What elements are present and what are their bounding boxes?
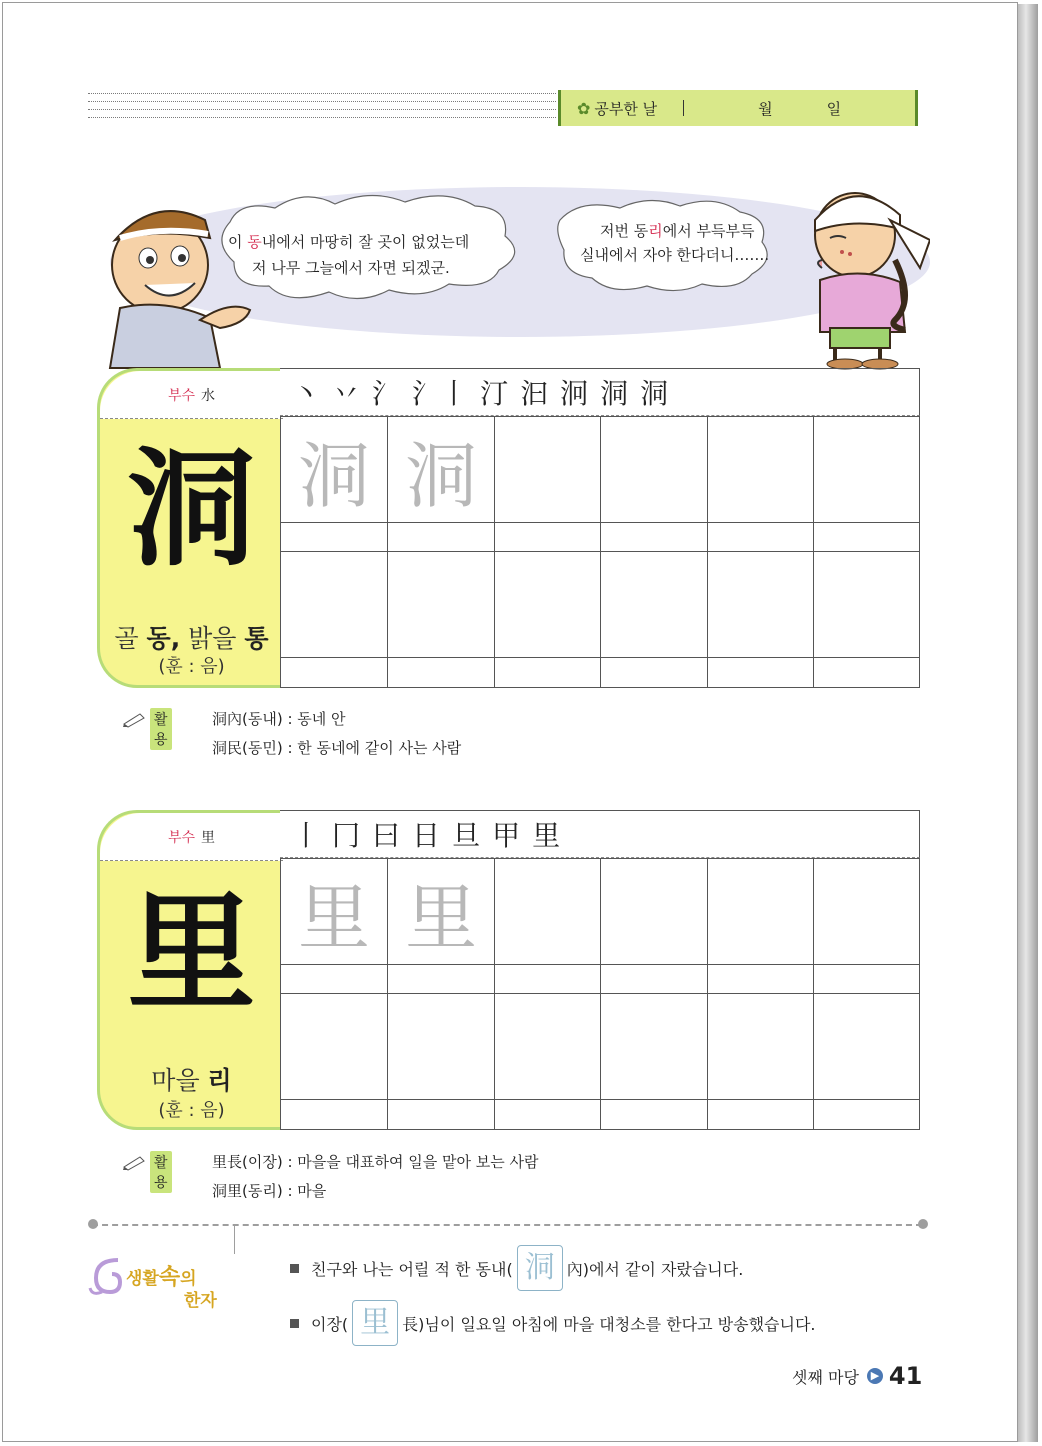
stroke-step: 洞: [640, 377, 669, 410]
svg-text:저번 동리에서 부득부득: [600, 222, 755, 240]
pencil-icon: [122, 710, 148, 728]
square-bullet-icon: [290, 1319, 299, 1328]
stroke-step: 氵丨: [412, 377, 469, 410]
trace-cell[interactable]: 洞: [281, 417, 388, 523]
trace-cell[interactable]: 里: [281, 859, 388, 965]
life-sentence: 친구와 나는 어릴 적 한 동내( 洞 內)에서 같이 자랐습니다.: [290, 1245, 743, 1291]
study-date-label: 공부한 날: [594, 99, 658, 118]
stroke-order-row: [280, 810, 920, 858]
writing-cell[interactable]: [281, 552, 388, 658]
radical-label: 부수 里: [100, 813, 283, 861]
square-bullet-icon: [290, 1264, 299, 1273]
stroke-step: 冂: [332, 819, 361, 852]
writing-cell[interactable]: [601, 552, 707, 658]
radical-label: 부수 水: [100, 371, 283, 419]
writing-cell[interactable]: [707, 552, 813, 658]
divider-dot: [918, 1219, 928, 1229]
usage-line: 里長(이장) : 마을을 대표하여 일을 맡아 보는 사람: [212, 1153, 539, 1171]
month-label: 월: [758, 99, 773, 118]
writing-cell[interactable]: [495, 859, 601, 965]
main-hanja: 洞: [127, 434, 256, 584]
stroke-step: 甲: [492, 819, 521, 852]
divider-dot: [88, 1219, 98, 1229]
writing-cell[interactable]: [707, 994, 813, 1100]
stroke-step: 泂: [560, 377, 589, 410]
cloud-swirl-icon: [88, 1252, 128, 1302]
writing-cell[interactable]: [813, 859, 919, 965]
stroke-step: 丶: [292, 377, 321, 410]
chapter-label: 셋째 마당: [792, 1367, 859, 1387]
main-hanja: 里: [127, 878, 256, 1028]
bubble-right-pre: 저번 동: [600, 222, 649, 240]
divider-tick: [234, 1226, 235, 1254]
usage-badge: 활용: [150, 1151, 172, 1193]
stroke-step: 汀: [480, 377, 509, 410]
writing-cell[interactable]: [813, 552, 919, 658]
stroke-step: 日: [412, 819, 441, 852]
stroke-step: 汩: [520, 377, 549, 410]
trace-cell[interactable]: 洞: [388, 417, 495, 523]
writing-cell[interactable]: [388, 994, 495, 1100]
hun-eum-label: (훈 : 음): [158, 656, 225, 677]
writing-grid: [280, 858, 920, 1130]
writing-cell[interactable]: [601, 417, 707, 523]
writing-cell[interactable]: [495, 417, 601, 523]
stroke-step: 氵: [372, 377, 401, 410]
page-number: 41: [888, 1362, 923, 1390]
hanja-meaning: 마을 리: [151, 1066, 232, 1095]
life-hanja-title: [88, 1248, 228, 1311]
svg-text:이 동내에서 마땅히 잘 곳이 없었는데: [228, 233, 469, 251]
stroke-step: 丨: [292, 819, 321, 852]
arrow-right-icon: ▶: [867, 1368, 883, 1384]
stroke-order-row: [280, 368, 920, 416]
page-footer: [792, 1362, 922, 1390]
writing-cell[interactable]: [281, 994, 388, 1100]
bubble-left-pre: 이: [228, 233, 248, 251]
bubble-left-line2: 저 나무 그늘에서 자면 되겠군.: [252, 259, 450, 277]
section-divider: [92, 1224, 922, 1226]
writing-cell[interactable]: [601, 994, 707, 1100]
bubble-right-line2: 실내에서 자야 한다더니…….: [580, 246, 770, 264]
writing-cell[interactable]: [707, 417, 813, 523]
char-card: [97, 368, 280, 688]
bubble-right-highlight: 리: [648, 222, 663, 240]
boxed-hanja: 里: [352, 1300, 398, 1346]
radical-char: 水: [201, 387, 216, 404]
writing-cell[interactable]: [388, 552, 495, 658]
writing-cell[interactable]: [813, 994, 919, 1100]
life-title-part2: 속: [158, 1265, 181, 1290]
writing-cell[interactable]: [707, 859, 813, 965]
life-title-part3: 의: [180, 1269, 197, 1289]
life-title-line2: 한자: [184, 1291, 217, 1311]
writing-cell[interactable]: [495, 994, 601, 1100]
stroke-step: 曰: [372, 819, 401, 852]
bubble-left-highlight: 동: [247, 233, 262, 251]
life-title-part1: 생활: [126, 1269, 159, 1289]
trace-cell[interactable]: 里: [388, 859, 495, 965]
writing-grid: [280, 416, 920, 688]
hun-eum-label: (훈 : 음): [158, 1100, 225, 1121]
life-sentence: 이장( 里 長)님이 일요일 아침에 마을 대청소를 한다고 방송했습니다.: [290, 1300, 816, 1346]
pencil-icon: [122, 1153, 148, 1171]
hanja-section-dong: [97, 368, 920, 688]
bubble-right-post: 에서 부득부득: [662, 222, 755, 240]
usage-line: 洞內(동내) : 동네 안: [212, 710, 346, 728]
char-card: [97, 810, 280, 1130]
study-date-box: [558, 90, 918, 126]
header-rule-lines: [88, 93, 556, 125]
hanja-section-ri: [97, 810, 920, 1130]
comic-illustration: [100, 180, 930, 370]
writing-cell[interactable]: [813, 417, 919, 523]
flower-icon: ✿: [577, 98, 591, 118]
stroke-step: 洞: [600, 377, 629, 410]
writing-cell[interactable]: [601, 859, 707, 965]
hanja-meaning: 골 동, 밝을 통: [114, 624, 269, 653]
stroke-step: 里: [532, 819, 561, 852]
boxed-hanja: 洞: [517, 1245, 563, 1291]
writing-cell[interactable]: [495, 552, 601, 658]
usage-line: 洞民(동민) : 한 동네에 같이 사는 사람: [212, 739, 462, 757]
bubble-left-post: 내에서 마땅히 잘 곳이 없었는데: [261, 233, 470, 251]
day-label: 일: [826, 99, 842, 118]
usage-line: 洞里(동리) : 마을: [212, 1182, 327, 1200]
page-stack-edge: [1018, 4, 1038, 1442]
stroke-step: 丷: [332, 377, 361, 410]
date-divider: [683, 100, 684, 116]
usage-badge: 활용: [150, 708, 172, 750]
radical-char: 里: [201, 829, 216, 846]
stroke-step: 旦: [452, 819, 481, 852]
